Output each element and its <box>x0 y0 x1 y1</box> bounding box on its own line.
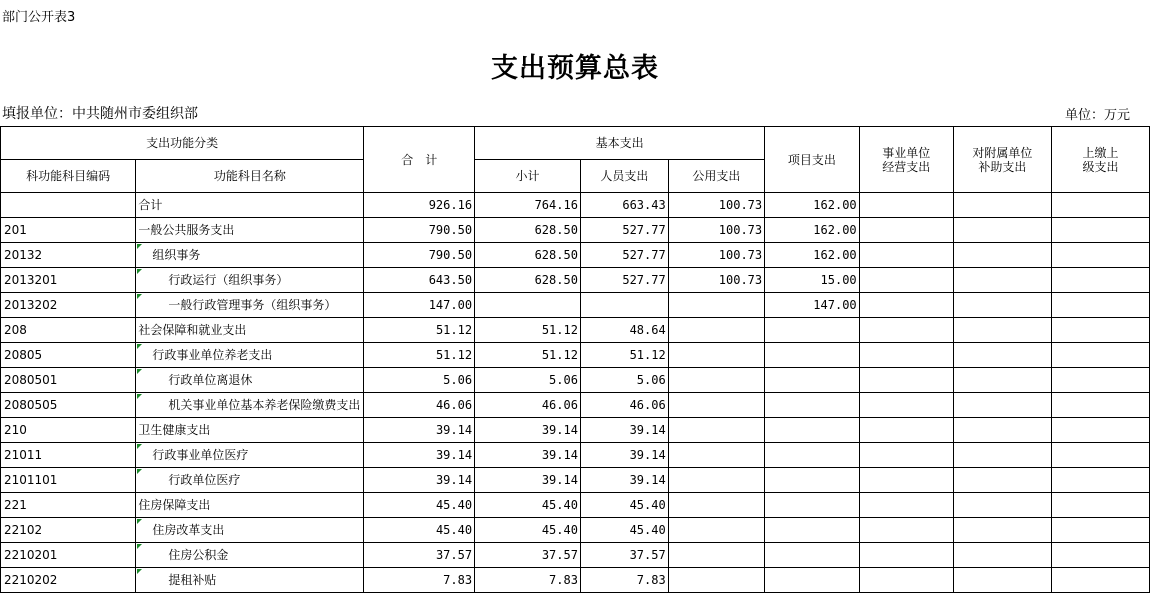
cell-enterprise <box>859 568 953 593</box>
cell-code: 22102 <box>1 518 136 543</box>
cell-subsidy <box>953 243 1051 268</box>
cell-personnel: 663.43 <box>580 193 668 218</box>
cell-code: 2013201 <box>1 268 136 293</box>
row-label: 提租补贴 <box>168 573 217 587</box>
cell-public: 100.73 <box>668 243 764 268</box>
cell-public <box>668 293 764 318</box>
cell-name <box>136 418 364 443</box>
cell-subtotal: 46.06 <box>475 393 581 418</box>
cell-enterprise <box>859 543 953 568</box>
row-label: 住房保障支出 <box>138 498 211 512</box>
cell-code: 20132 <box>1 243 136 268</box>
table-row <box>1 543 1150 568</box>
cell-personnel: 51.12 <box>580 343 668 368</box>
cell-remit <box>1051 468 1149 493</box>
table-row <box>1 468 1150 493</box>
cell-project: 147.00 <box>765 293 860 318</box>
cell-remit <box>1051 543 1149 568</box>
cell-subsidy <box>953 218 1051 243</box>
cell-project <box>765 443 860 468</box>
page-title: 支出预算总表 <box>491 53 659 84</box>
table-row <box>1 243 1150 268</box>
cell-name <box>136 468 364 493</box>
cell-project <box>765 393 860 418</box>
cell-total: 37.57 <box>364 543 475 568</box>
cell-name <box>136 543 364 568</box>
cell-enterprise <box>859 343 953 368</box>
cell-subtotal: 39.14 <box>475 468 581 493</box>
header-subsidy: 对附属单位 补助支出 <box>953 127 1051 193</box>
cell-total: 39.14 <box>364 443 475 468</box>
cell-total: 45.40 <box>364 518 475 543</box>
cell-enterprise <box>859 268 953 293</box>
table-row <box>1 343 1150 368</box>
cell-personnel: 39.14 <box>580 468 668 493</box>
cell-enterprise <box>859 243 953 268</box>
table-row <box>1 318 1150 343</box>
cell-personnel: 39.14 <box>580 443 668 468</box>
table-row <box>1 568 1150 593</box>
cell-remit <box>1051 368 1149 393</box>
cell-public: 100.73 <box>668 268 764 293</box>
cell-total: 51.12 <box>364 343 475 368</box>
cell-enterprise <box>859 493 953 518</box>
cell-total: 45.40 <box>364 493 475 518</box>
cell-code: 2210202 <box>1 568 136 593</box>
cell-total: 147.00 <box>364 293 475 318</box>
cell-total: 790.50 <box>364 218 475 243</box>
cell-subtotal: 39.14 <box>475 443 581 468</box>
form-code: 部门公开表3 <box>2 10 76 25</box>
cell-code: 210 <box>1 418 136 443</box>
cell-name <box>136 193 364 218</box>
cell-public <box>668 443 764 468</box>
cell-subsidy <box>953 393 1051 418</box>
row-label: 社会保障和就业支出 <box>138 323 247 337</box>
row-label: 卫生健康支出 <box>138 423 211 437</box>
cell-name <box>136 568 364 593</box>
cell-subtotal: 5.06 <box>475 368 581 393</box>
cell-project <box>765 518 860 543</box>
cell-total: 51.12 <box>364 318 475 343</box>
table-row <box>1 518 1150 543</box>
cell-code: 2101101 <box>1 468 136 493</box>
table-row <box>1 443 1150 468</box>
cell-name <box>136 268 364 293</box>
cell-code: 208 <box>1 318 136 343</box>
cell-personnel: 527.77 <box>580 268 668 293</box>
cell-total: 643.50 <box>364 268 475 293</box>
cell-public <box>668 468 764 493</box>
cell-personnel: 527.77 <box>580 218 668 243</box>
cell-remit <box>1051 268 1149 293</box>
cell-subtotal: 628.50 <box>475 218 581 243</box>
cell-public <box>668 368 764 393</box>
row-label: 行政运行（组织事务） <box>168 273 289 287</box>
cell-subsidy <box>953 343 1051 368</box>
cell-code: 221 <box>1 493 136 518</box>
cell-public <box>668 518 764 543</box>
cell-enterprise <box>859 193 953 218</box>
cell-name <box>136 368 364 393</box>
header-code: 科功能科目编码 <box>1 160 136 193</box>
cell-name <box>136 393 364 418</box>
reporting-unit: 填报单位：中共随州市委组织部 <box>2 106 198 122</box>
cell-enterprise <box>859 443 953 468</box>
cell-total: 39.14 <box>364 468 475 493</box>
row-label: 一般公共服务支出 <box>138 223 235 237</box>
cell-project <box>765 543 860 568</box>
cell-remit <box>1051 568 1149 593</box>
cell-remit <box>1051 393 1149 418</box>
cell-public: 100.73 <box>668 193 764 218</box>
cell-code: 201 <box>1 218 136 243</box>
cell-public <box>668 493 764 518</box>
expenditure-budget-table <box>0 126 1150 593</box>
row-label: 合计 <box>138 198 163 212</box>
cell-subsidy <box>953 468 1051 493</box>
cell-enterprise <box>859 393 953 418</box>
cell-personnel: 46.06 <box>580 393 668 418</box>
header-personnel: 人员支出 <box>580 160 668 193</box>
row-label: 行政事业单位养老支出 <box>152 348 273 362</box>
cell-subsidy <box>953 293 1051 318</box>
cell-personnel <box>580 293 668 318</box>
cell-public <box>668 543 764 568</box>
header-subtotal: 小计 <box>475 160 581 193</box>
cell-subtotal: 51.12 <box>475 343 581 368</box>
cell-subtotal: 628.50 <box>475 268 581 293</box>
cell-subtotal: 45.40 <box>475 493 581 518</box>
cell-remit <box>1051 493 1149 518</box>
cell-remit <box>1051 343 1149 368</box>
header-basic: 基本支出 <box>475 127 765 160</box>
cell-total: 39.14 <box>364 418 475 443</box>
cell-personnel: 37.57 <box>580 543 668 568</box>
cell-subsidy <box>953 318 1051 343</box>
cell-remit <box>1051 518 1149 543</box>
currency-unit: 单位：万元 <box>1064 108 1130 123</box>
cell-personnel: 45.40 <box>580 493 668 518</box>
cell-enterprise <box>859 518 953 543</box>
table-row <box>1 368 1150 393</box>
row-label: 住房改革支出 <box>152 523 225 537</box>
table-row <box>1 418 1150 443</box>
cell-public <box>668 393 764 418</box>
cell-personnel: 45.40 <box>580 518 668 543</box>
cell-code: 20805 <box>1 343 136 368</box>
row-label: 机关事业单位基本养老保险缴费支出 <box>168 398 361 412</box>
cell-project <box>765 568 860 593</box>
header-enterprise: 事业单位 经营支出 <box>859 127 953 193</box>
cell-project <box>765 418 860 443</box>
cell-name <box>136 218 364 243</box>
cell-code <box>1 193 136 218</box>
cell-subsidy <box>953 268 1051 293</box>
cell-public: 100.73 <box>668 218 764 243</box>
cell-enterprise <box>859 418 953 443</box>
header-public: 公用支出 <box>668 160 764 193</box>
cell-remit <box>1051 243 1149 268</box>
header-remit: 上缴上 级支出 <box>1051 127 1149 193</box>
cell-public <box>668 568 764 593</box>
cell-name <box>136 343 364 368</box>
table-row <box>1 218 1150 243</box>
row-label: 行政单位医疗 <box>168 473 241 487</box>
cell-name <box>136 493 364 518</box>
cell-subsidy <box>953 368 1051 393</box>
cell-project: 15.00 <box>765 268 860 293</box>
cell-public <box>668 418 764 443</box>
cell-personnel: 48.64 <box>580 318 668 343</box>
cell-total: 926.16 <box>364 193 475 218</box>
table-row <box>1 268 1150 293</box>
table-row <box>1 393 1150 418</box>
cell-subtotal: 39.14 <box>475 418 581 443</box>
table-row <box>1 493 1150 518</box>
cell-project: 162.00 <box>765 243 860 268</box>
cell-code: 2013202 <box>1 293 136 318</box>
cell-personnel: 7.83 <box>580 568 668 593</box>
cell-subsidy <box>953 418 1051 443</box>
cell-subtotal: 51.12 <box>475 318 581 343</box>
cell-personnel: 5.06 <box>580 368 668 393</box>
cell-name <box>136 293 364 318</box>
cell-remit <box>1051 293 1149 318</box>
header-name: 功能科目名称 <box>136 160 364 193</box>
cell-remit <box>1051 418 1149 443</box>
cell-code: 21011 <box>1 443 136 468</box>
table-row <box>1 193 1150 218</box>
row-label: 行政事业单位医疗 <box>152 448 249 462</box>
cell-project <box>765 343 860 368</box>
cell-subtotal: 628.50 <box>475 243 581 268</box>
cell-enterprise <box>859 318 953 343</box>
cell-remit <box>1051 193 1149 218</box>
cell-name <box>136 443 364 468</box>
cell-subtotal <box>475 293 581 318</box>
cell-total: 5.06 <box>364 368 475 393</box>
row-label: 组织事务 <box>152 248 201 262</box>
cell-personnel: 39.14 <box>580 418 668 443</box>
header-func-category: 支出功能分类 <box>1 127 364 160</box>
cell-code: 2080505 <box>1 393 136 418</box>
cell-name <box>136 518 364 543</box>
cell-subtotal: 764.16 <box>475 193 581 218</box>
cell-project <box>765 368 860 393</box>
table-row <box>1 293 1150 318</box>
cell-public <box>668 343 764 368</box>
cell-enterprise <box>859 368 953 393</box>
cell-subsidy <box>953 543 1051 568</box>
cell-public <box>668 318 764 343</box>
cell-subsidy <box>953 518 1051 543</box>
cell-total: 790.50 <box>364 243 475 268</box>
cell-remit <box>1051 218 1149 243</box>
cell-name <box>136 243 364 268</box>
cell-remit <box>1051 318 1149 343</box>
cell-subtotal: 7.83 <box>475 568 581 593</box>
cell-subsidy <box>953 193 1051 218</box>
cell-subsidy <box>953 493 1051 518</box>
cell-remit <box>1051 443 1149 468</box>
row-label: 行政单位离退休 <box>168 373 253 387</box>
cell-enterprise <box>859 468 953 493</box>
cell-project <box>765 493 860 518</box>
cell-project: 162.00 <box>765 218 860 243</box>
cell-subsidy <box>953 443 1051 468</box>
cell-subtotal: 37.57 <box>475 543 581 568</box>
cell-project: 162.00 <box>765 193 860 218</box>
cell-enterprise <box>859 218 953 243</box>
cell-code: 2210201 <box>1 543 136 568</box>
header-project: 项目支出 <box>765 127 860 193</box>
cell-project <box>765 468 860 493</box>
cell-subtotal: 45.40 <box>475 518 581 543</box>
cell-total: 46.06 <box>364 393 475 418</box>
cell-project <box>765 318 860 343</box>
cell-personnel: 527.77 <box>580 243 668 268</box>
cell-name <box>136 318 364 343</box>
cell-total: 7.83 <box>364 568 475 593</box>
cell-enterprise <box>859 293 953 318</box>
row-label: 住房公积金 <box>168 548 229 562</box>
row-label: 一般行政管理事务（组织事务） <box>168 298 337 312</box>
cell-subsidy <box>953 568 1051 593</box>
header-total: 合 计 <box>364 127 475 193</box>
cell-code: 2080501 <box>1 368 136 393</box>
